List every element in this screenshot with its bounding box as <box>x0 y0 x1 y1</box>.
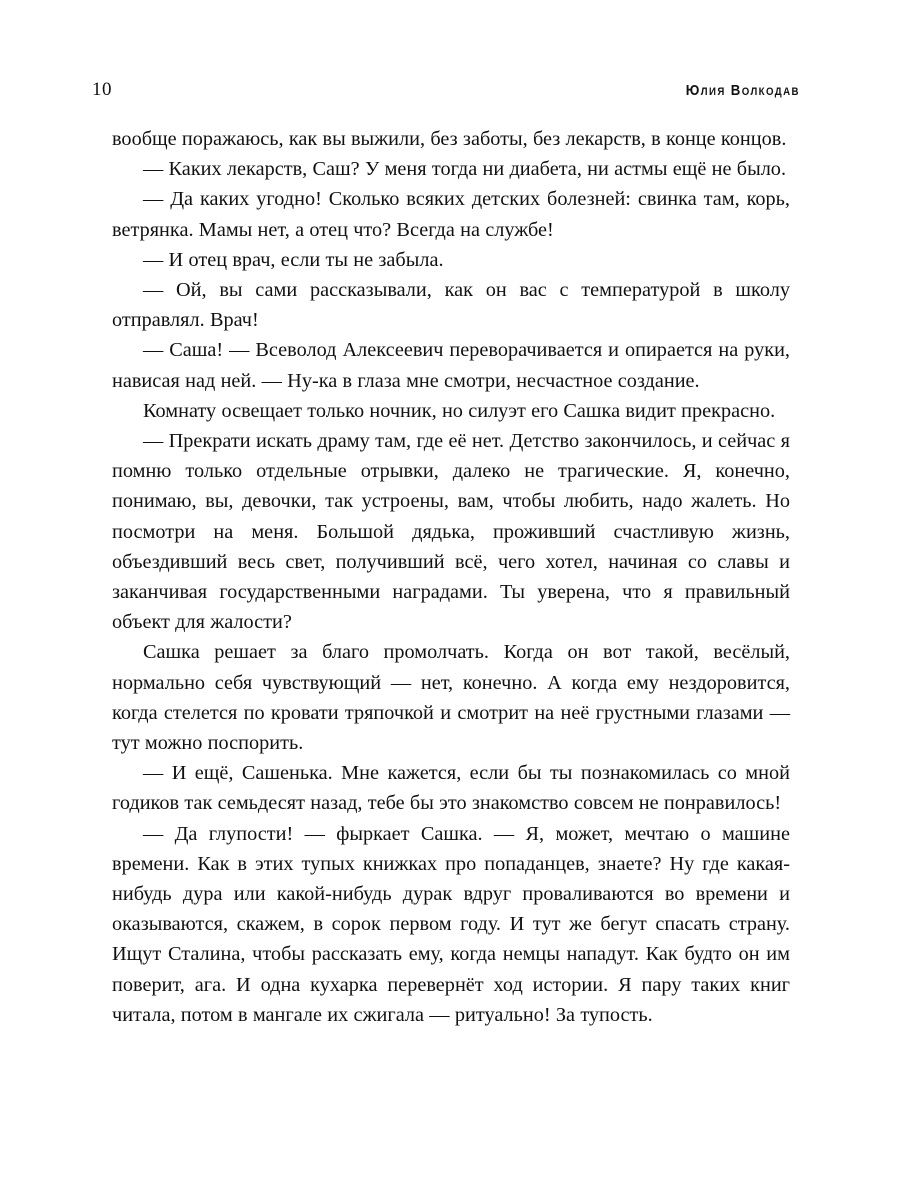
body-text-block <box>112 124 790 1030</box>
paragraph: Комнату освещает только ночник, но силуэт его Сашка видит прекрасно. <box>143 399 776 422</box>
paragraph: вообще поражаюсь, как вы выжили, без заботы, без лекарств, в конце концов. <box>112 128 787 150</box>
paragraph: — Да каких угодно! Сколько всяких детских болезней: свинка там, корь, ветрянка. Мамы нет, а отец что? Всегда на службе! <box>112 188 790 241</box>
paragraph: — И отец врач, если ты не забыла. <box>143 248 444 271</box>
paragraph: — Каких лекарств, Саш? У меня тогда ни диабета, ни астмы ещё не было. <box>143 158 787 181</box>
paragraph: Сашка решает за благо промолчать. Когда он вот такой, весёлый, нормально себя чувствующий — нет, конечно. А когда ему нездоровится, когда стелется по кровати тряпочкой и смотрит на неё грустными глазами — тут можно поспорить. <box>112 641 790 755</box>
paragraph: — Прекрати искать драму там, где её нет. Детство закончилось, и сейчас я помню только отдельные отрывки, далеко не трагические. Я, конечно, понимаю, вы, девочки, так устроены, вам, чтобы любить, надо жалеть. Но посмотри на меня. Большой дядька, проживший счастливую жизнь, объездивший весь свет, получивший всё, чего хотел, начиная со славы и заканчивая государственными наградами. Ты уверена, что я правильный объект для жалости? <box>112 430 790 634</box>
paragraph: — Саша! — Всеволод Алексеевич переворачивается и опирается на руки, нависая над ней. — Ну-ка в глаза мне смотри, несчастное создание. <box>112 339 790 392</box>
running-head <box>92 80 808 104</box>
paragraph: — Ой, вы сами рассказывали, как он вас с температурой в школу отправлял. Врач! <box>112 279 790 332</box>
paragraph: — И ещё, Сашенька. Мне кажется, если бы ты познакомилась со мной годиков так семьдесят назад, тебе бы это знакомство совсем не понравилось! <box>112 762 790 815</box>
page-number: 10 <box>92 79 112 100</box>
paragraph: — Да глупости! — фыркает Сашка. — Я, может, мечтаю о машине времени. Как в этих тупых книжках про попаданцев, знаете? Ну где какая-нибудь дура или какой-нибудь дурак вдруг проваливаются во времени и оказываются, скажем, в сорок первом году. И тут же бегут спасать страну. Ищут Сталина, чтобы рассказать ему, когда немцы нападут. Как будто он им поверит, ага. И одна кухарка перевернёт ход истории. Я пару таких книг читала, потом в мангале их сжигала — ритуально! За тупость. <box>112 822 790 1026</box>
running-head-author: Юлия Волкодав <box>686 82 801 99</box>
